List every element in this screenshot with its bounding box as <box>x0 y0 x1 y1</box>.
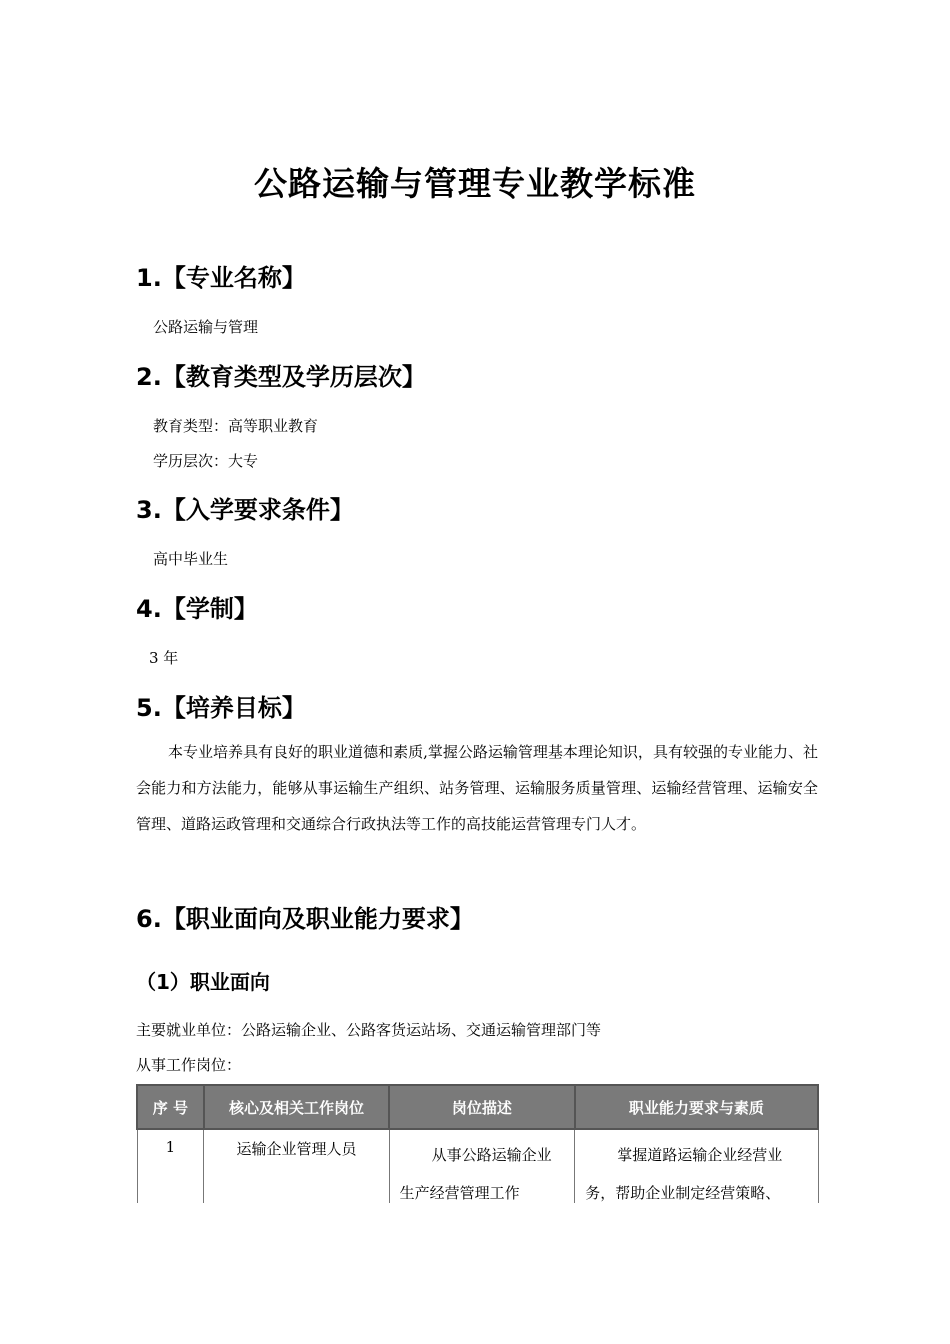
cell-requirements-line: 掌握道路运输企业经营业 <box>617 1146 783 1164</box>
cell-number: 1 <box>137 1129 204 1257</box>
cell-requirements-line: 务，帮助企业制定经营策略、 <box>585 1184 781 1202</box>
header-requirements: 职业能力要求与素质 <box>575 1085 818 1129</box>
section-heading-duration: 4.【学制】 <box>136 595 258 623</box>
positions-label: 从事工作岗位： <box>136 1056 242 1074</box>
education-level-text: 学历层次：大专 <box>153 452 259 470</box>
cell-description-line: 生产经营管理工作 <box>399 1184 520 1202</box>
header-description: 岗位描述 <box>389 1085 575 1129</box>
cell-role: 运输企业管理人员 <box>204 1129 389 1257</box>
header-role: 核心及相关工作岗位 <box>204 1085 389 1129</box>
page-bottom-margin <box>130 1203 830 1344</box>
document-title: 公路运输与管理专业教学标准 <box>254 164 696 203</box>
major-name-text: 公路运输与管理 <box>153 318 259 336</box>
cell-description-line: 从事公路运输企业 <box>431 1146 552 1164</box>
section-heading-career: 6.【职业面向及职业能力要求】 <box>136 905 474 933</box>
duration-text: 3 年 <box>149 649 179 667</box>
section-heading-objective: 5.【培养目标】 <box>136 694 306 722</box>
admission-text: 高中毕业生 <box>153 550 229 568</box>
header-number: 序 号 <box>137 1085 204 1129</box>
objective-paragraph: 本专业培养具有良好的职业道德和素质,掌握公路运输管理基本理论知识，具有较强的专业能力、社会能力和方法能力，能够从事运输生产组织、站务管理、运输服务质量管理、运输经营管理、运输安全管理、道路运政管理和交通综合行政执法等工作的高技能运营管理专门人才。 <box>136 743 818 833</box>
table-header-row <box>137 1085 818 1129</box>
subsection-heading-career-orientation: （1）职业面向 <box>136 970 270 994</box>
section-heading-major-name: 1.【专业名称】 <box>136 264 306 292</box>
employers-text: 主要就业单位：公路运输企业、公路客货运站场、交通运输管理部门等 <box>136 1021 602 1039</box>
section-heading-admission: 3.【入学要求条件】 <box>136 496 354 524</box>
education-type-text: 教育类型：高等职业教育 <box>153 417 319 435</box>
section-heading-education-type: 2.【教育类型及学历层次】 <box>136 363 426 391</box>
